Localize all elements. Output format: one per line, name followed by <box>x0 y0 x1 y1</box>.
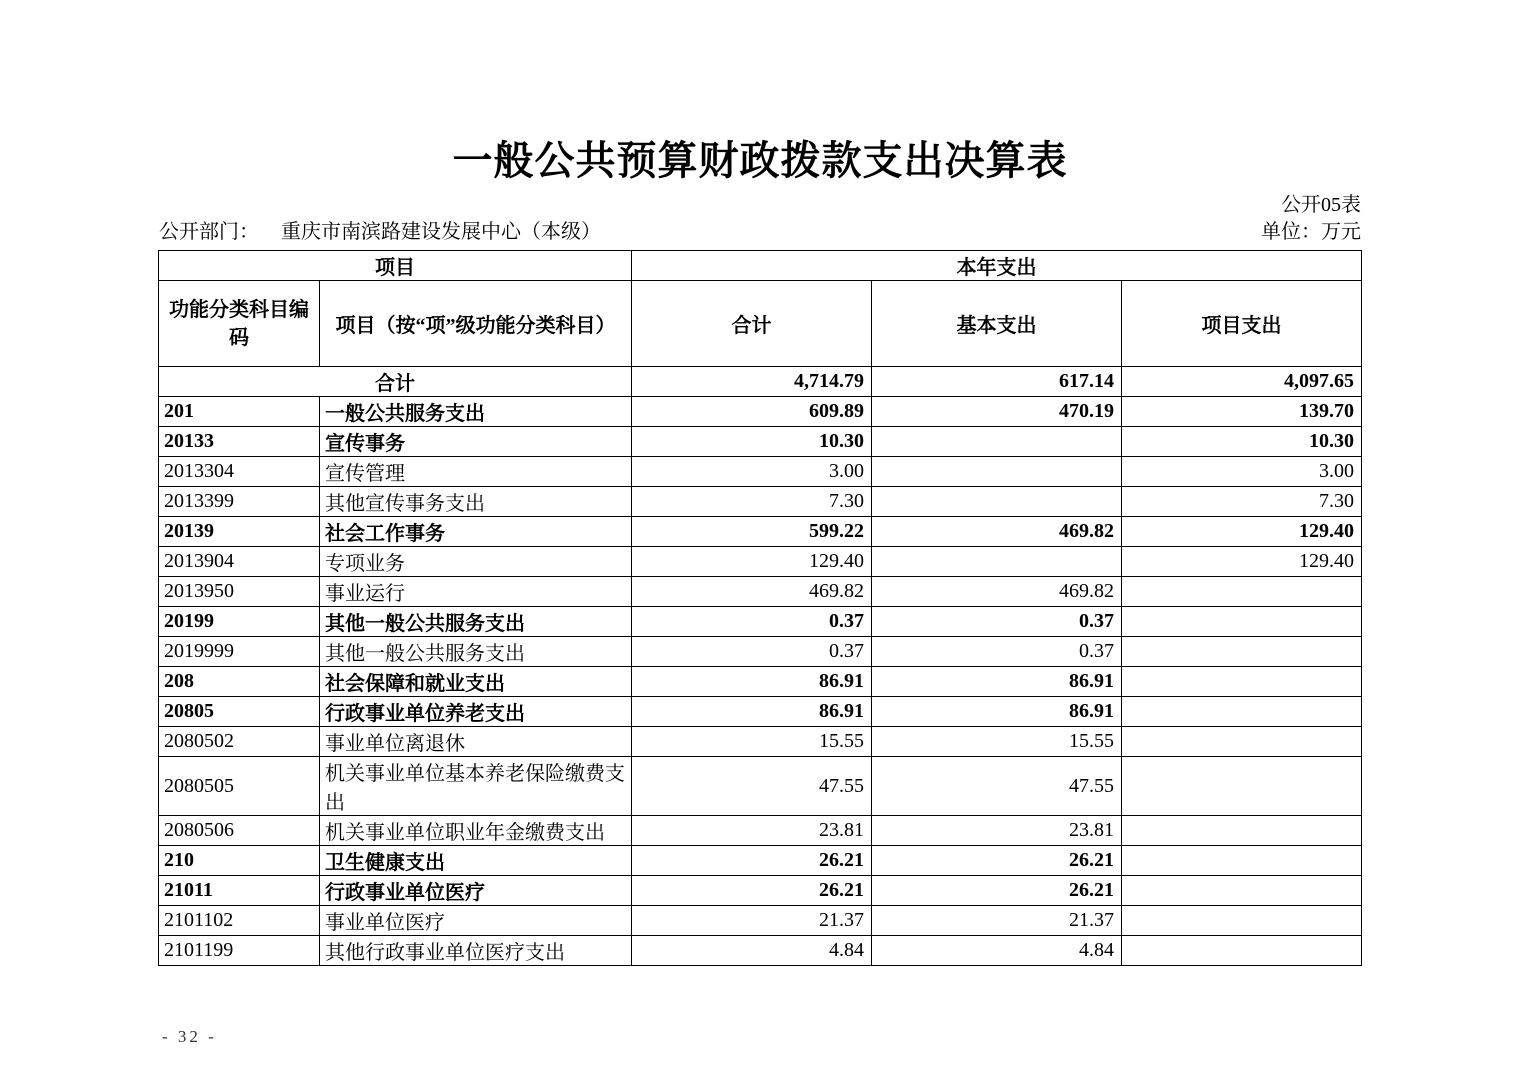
row-project-value: 7.30 <box>1122 487 1362 517</box>
row-item-name: 事业运行 <box>320 577 632 607</box>
row-code: 208 <box>159 667 320 697</box>
row-project-value <box>1122 697 1362 727</box>
row-total-value: 26.21 <box>632 846 872 876</box>
table-row <box>159 517 1362 547</box>
row-project-value: 139.70 <box>1122 397 1362 427</box>
row-total-value: 0.37 <box>632 607 872 637</box>
row-code: 2019999 <box>159 637 320 667</box>
table-row <box>159 697 1362 727</box>
row-item-name: 一般公共服务支出 <box>320 397 632 427</box>
row-total-value: 609.89 <box>632 397 872 427</box>
row-code: 21011 <box>159 876 320 906</box>
page-title: 一般公共预算财政拨款支出决算表 <box>452 138 1068 183</box>
row-basic-value <box>872 427 1122 457</box>
row-total-value: 47.55 <box>632 757 872 816</box>
row-project-value <box>1122 667 1362 697</box>
row-total-value: 4.84 <box>632 936 872 966</box>
header-group-item: 项目 <box>159 251 632 281</box>
table-row <box>159 757 1362 816</box>
table-row <box>159 457 1362 487</box>
row-item-name: 事业单位医疗 <box>320 906 632 936</box>
table-row <box>159 487 1362 517</box>
row-code: 20133 <box>159 427 320 457</box>
meta-line <box>159 219 1361 245</box>
row-total-value: 7.30 <box>632 487 872 517</box>
row-basic-value: 21.37 <box>872 906 1122 936</box>
table-row <box>159 637 1362 667</box>
table-row <box>159 936 1362 966</box>
row-total-value: 26.21 <box>632 876 872 906</box>
department-value: 重庆市南滨路建设发展中心（本级） <box>281 221 601 243</box>
header-col-code: 功能分类科目编码 <box>159 281 320 367</box>
row-basic-value: 4.84 <box>872 936 1122 966</box>
row-basic-value: 470.19 <box>872 397 1122 427</box>
table-row <box>159 427 1362 457</box>
table-number: 公开05表 <box>1281 194 1361 216</box>
row-total-value: 0.37 <box>632 637 872 667</box>
row-code: 2013950 <box>159 577 320 607</box>
row-project-value <box>1122 816 1362 846</box>
row-project-value: 129.40 <box>1122 547 1362 577</box>
header-col-item: 项目（按“项”级功能分类科目） <box>320 281 632 367</box>
row-project-value: 3.00 <box>1122 457 1362 487</box>
row-code: 20805 <box>159 697 320 727</box>
table-row <box>159 607 1362 637</box>
header-col-project: 项目支出 <box>1122 281 1362 367</box>
row-basic-value: 0.37 <box>872 637 1122 667</box>
table-header <box>159 251 1362 367</box>
row-basic-value: 617.14 <box>872 367 1122 397</box>
row-project-value <box>1122 906 1362 936</box>
row-total-value: 10.30 <box>632 427 872 457</box>
table-row <box>159 667 1362 697</box>
row-code: 2080502 <box>159 727 320 757</box>
department-line <box>159 219 601 245</box>
row-total-value: 86.91 <box>632 667 872 697</box>
table-row <box>159 397 1362 427</box>
row-item-name: 社会保障和就业支出 <box>320 667 632 697</box>
row-project-value: 129.40 <box>1122 517 1362 547</box>
row-project-value <box>1122 607 1362 637</box>
row-basic-value <box>872 487 1122 517</box>
row-item-name: 行政事业单位医疗 <box>320 876 632 906</box>
row-code: 2080506 <box>159 816 320 846</box>
row-item-name: 机关事业单位职业年金缴费支出 <box>320 816 632 846</box>
row-basic-value: 469.82 <box>872 577 1122 607</box>
row-basic-value: 86.91 <box>872 697 1122 727</box>
row-code: 201 <box>159 397 320 427</box>
row-project-value <box>1122 757 1362 816</box>
row-code: 2101199 <box>159 936 320 966</box>
row-basic-value <box>872 547 1122 577</box>
row-code: 20139 <box>159 517 320 547</box>
row-basic-value: 86.91 <box>872 667 1122 697</box>
row-item-name: 宣传管理 <box>320 457 632 487</box>
row-basic-value <box>872 457 1122 487</box>
row-total-value: 3.00 <box>632 457 872 487</box>
page-number: - 32 - <box>162 1027 217 1046</box>
table-body <box>159 367 1362 966</box>
row-basic-value: 26.21 <box>872 846 1122 876</box>
table-row <box>159 876 1362 906</box>
expenditure-table <box>158 250 1362 966</box>
row-total-value: 599.22 <box>632 517 872 547</box>
row-code: 210 <box>159 846 320 876</box>
row-total-value: 129.40 <box>632 547 872 577</box>
row-item-name: 其他行政事业单位医疗支出 <box>320 936 632 966</box>
row-item-name: 宣传事务 <box>320 427 632 457</box>
row-basic-value: 23.81 <box>872 816 1122 846</box>
row-project-value: 10.30 <box>1122 427 1362 457</box>
row-basic-value: 0.37 <box>872 607 1122 637</box>
row-total-value: 469.82 <box>632 577 872 607</box>
row-basic-value: 26.21 <box>872 876 1122 906</box>
header-group-expenditure: 本年支出 <box>632 251 1362 281</box>
row-code: 20199 <box>159 607 320 637</box>
row-total-value: 23.81 <box>632 816 872 846</box>
table-row <box>159 367 1362 397</box>
row-item-name: 行政事业单位养老支出 <box>320 697 632 727</box>
row-item-name: 机关事业单位基本养老保险缴费支出 <box>320 757 632 816</box>
table-row <box>159 577 1362 607</box>
header-group-row <box>159 251 1362 281</box>
table-row <box>159 846 1362 876</box>
unit-label: 单位：万元 <box>1261 221 1361 243</box>
row-item-name: 社会工作事务 <box>320 517 632 547</box>
department-label: 公开部门： <box>159 221 259 243</box>
row-total-value: 21.37 <box>632 906 872 936</box>
row-basic-value: 47.55 <box>872 757 1122 816</box>
table-row <box>159 547 1362 577</box>
row-code: 2013399 <box>159 487 320 517</box>
row-code: 2013304 <box>159 457 320 487</box>
row-basic-value: 469.82 <box>872 517 1122 547</box>
row-item-name: 卫生健康支出 <box>320 846 632 876</box>
row-project-value <box>1122 727 1362 757</box>
row-item-name: 合计 <box>159 367 632 397</box>
row-item-name: 其他一般公共服务支出 <box>320 607 632 637</box>
row-item-name: 事业单位离退休 <box>320 727 632 757</box>
row-item-name: 其他一般公共服务支出 <box>320 637 632 667</box>
table-row <box>159 906 1362 936</box>
header-col-basic: 基本支出 <box>872 281 1122 367</box>
row-project-value <box>1122 876 1362 906</box>
row-project-value <box>1122 846 1362 876</box>
row-total-value: 15.55 <box>632 727 872 757</box>
table-row <box>159 727 1362 757</box>
row-project-value: 4,097.65 <box>1122 367 1362 397</box>
row-code: 2013904 <box>159 547 320 577</box>
row-total-value: 86.91 <box>632 697 872 727</box>
table-row <box>159 816 1362 846</box>
header-col-total: 合计 <box>632 281 872 367</box>
row-basic-value: 15.55 <box>872 727 1122 757</box>
row-total-value: 4,714.79 <box>632 367 872 397</box>
row-project-value <box>1122 936 1362 966</box>
row-item-name: 专项业务 <box>320 547 632 577</box>
row-item-name: 其他宣传事务支出 <box>320 487 632 517</box>
row-code: 2080505 <box>159 757 320 816</box>
row-code: 2101102 <box>159 906 320 936</box>
row-project-value <box>1122 637 1362 667</box>
header-columns-row <box>159 281 1362 367</box>
row-project-value <box>1122 577 1362 607</box>
